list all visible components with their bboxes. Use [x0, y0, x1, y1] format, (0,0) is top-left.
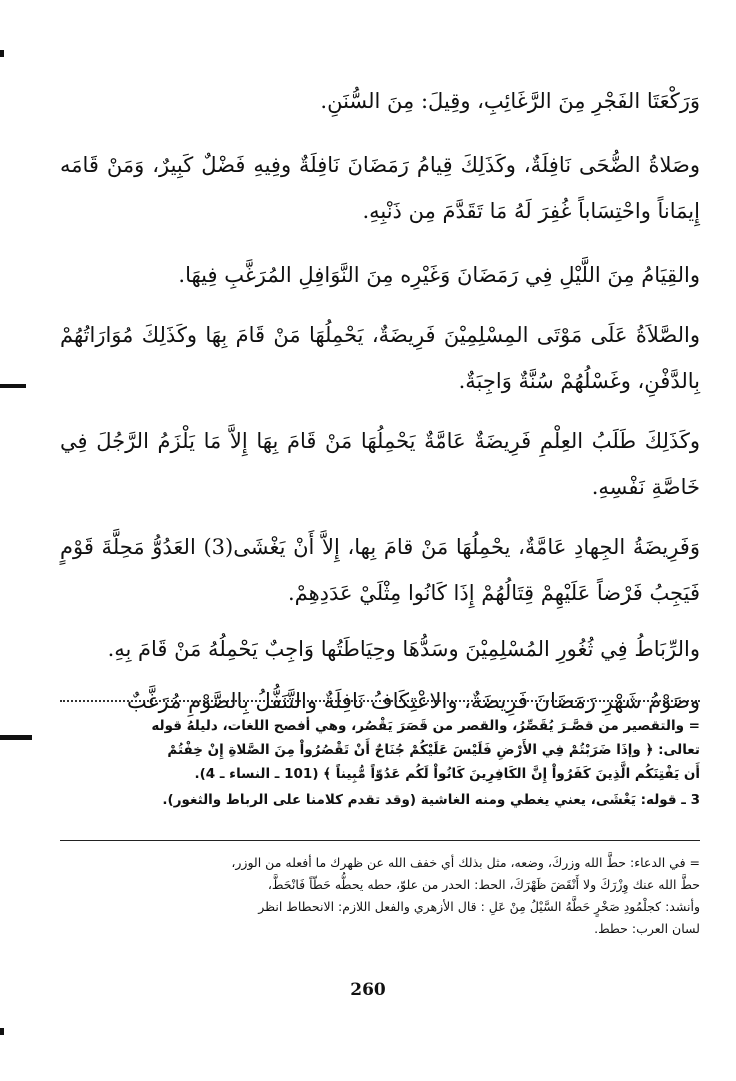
paragraph-1: وَرَكْعَتَا الفَجْرِ مِنَ الرَّغَائِبِ، وقِيلَ: مِنَ السُّنَنِ.: [320, 89, 700, 113]
paragraph-6: وَفَرِيضَةُ الجِهادِ عَامَّةٌ، يحْمِلُهَا مَنْ قامَ بِها، إِلاَّ أَنْ يَغْشَى(3) العَدُوُّ مَحِلَّةَ قَوْمٍ فَيَجِبُ فَرْضاً عَلَيْهِمْ قِتَالُهُمْ إِذَا كَانُوا مِثْلَيْ عَدَدِهِمْ.: [60, 535, 700, 605]
main-text: [60, 78, 700, 724]
paragraph-8: وصَوْمُ شَهْرِ رَمَضَانَ فَرِيضَةٌ، والاعْتِكَافُ نَافِلَةٌ والتَّنَفُّلُ بِالصَّوْمِ مُرَغَّبٌ: [126, 689, 700, 713]
footnote-rule: [60, 840, 700, 841]
footnote-line-2: تعالى: ﴿ وإذَا ضَرَبْتُمْ فِي الأَرْضِ فَلَيْسَ عَلَيْكُمْ جُنَاحٌ أَنْ تَقْصُرُواْ مِنَ الصَّلاةِ إِنْ خِفْتُمْ: [167, 742, 700, 758]
paragraph-5: وكَذَلِكَ طَلَبُ العِلْمِ فَرِيضَةٌ عَامَّةٌ يَحْمِلُهَا مَنْ قَامَ بِهَا إِلاَّ مَا يَلْزَمُ الرَّجُلَ فِي خَاصَّةِ نَفْسِهِ.: [60, 429, 701, 499]
margin-mark-lower: [0, 735, 32, 740]
footnote-line-1: = والتقصير من قصَّـرَ يُقَصِّرُ، والقصر من قَصَرَ يَقْصُر، وهي أفصح اللغات، دليلهُ قوله: [151, 718, 700, 734]
margin-mark-bottom: [0, 1028, 4, 1035]
footnote-line-3: أَن يَفْتِنَكُم الَّذِينَ كَفَرُواْ إِنَّ الكَافِرِينَ كَانُواْ لَكُم عَدُوّاً مُّبِيناً ﴾ (101 ـ النساء ـ 4).: [194, 766, 700, 782]
paragraph-2: وصَلاةُ الضُّحَى نَافِلَةٌ، وكَذَلِكَ قِيامُ رَمَضَانَ نَافِلَةٌ وفِيهِ فَضْلٌ كَبِيرٌ، وَمَنْ قَامَه إِيمَاناً واحْتِسَاباً غُفِرَ لَهُ مَا تَقَدَّمَ مِن ذَنْبِهِ.: [60, 153, 700, 223]
footnote-b-line-4: لسان العرب: حطط.: [594, 921, 700, 936]
footnote-line-4: 3 ـ قوله: يَغْشَى، يعني يغطي ومنه الغاشية (وقد تقدم كلامنا على الرباط والثغور).: [162, 792, 700, 808]
footnote-b-line-1: = في الدعاء: حطَّ الله وزركَ، وضعه، مثل بذلك أي خفف الله عن ظهرك ما أفعله من الوزر،: [231, 855, 700, 870]
footnote-separator: [60, 700, 700, 702]
footnote-b-line-2: حطَّ الله عنك وِزْرَكَ ولا أَنْقَضَ ظَهْرَكَ، الحط: الحدر من علوّ، حطه يحطُّه حَطّاً فَانْحَطَّ،: [267, 877, 700, 892]
margin-mark-top: [0, 50, 4, 57]
paragraph-7: والرِّبَاطُ فِي ثُغُورِ المُسْلِمِيْنَ وسَدُّهَا وحِيَاطَتُها وَاجِبٌ يَحْمِلُهُ مَنْ قَامَ بِهِ.: [107, 637, 700, 661]
paragraph-3: والقِيَامُ مِنَ اللَّيْلِ فِي رَمَضَانَ وَغَيْرِه مِنَ النَّوَافِلِ المُرَغَّبِ فِيهَا.: [178, 263, 700, 287]
page-number: 260: [350, 980, 386, 1000]
margin-mark-middle: [0, 384, 26, 388]
paragraph-4: والصَّلاَةُ عَلَى مَوْتَى المِسْلِمِيْنَ فَرِيضَةٌ، يَحْمِلُهَا مَنْ قَامَ بِهَا وكَذَلِكَ مُوَارَاتُهُمْ بِالدَّفْنِ، وغَسْلُهُمْ سُنَّةٌ وَاجِبَةٌ.: [60, 323, 700, 393]
footnote-b-line-3: وأنشد: كجلْمُودِ صَخْرٍ حَطَّهُ السَّيْلُ مِنْ عَلِ : قال الأزهري والفعل اللازم: الانحطاط انظر: [258, 899, 700, 914]
